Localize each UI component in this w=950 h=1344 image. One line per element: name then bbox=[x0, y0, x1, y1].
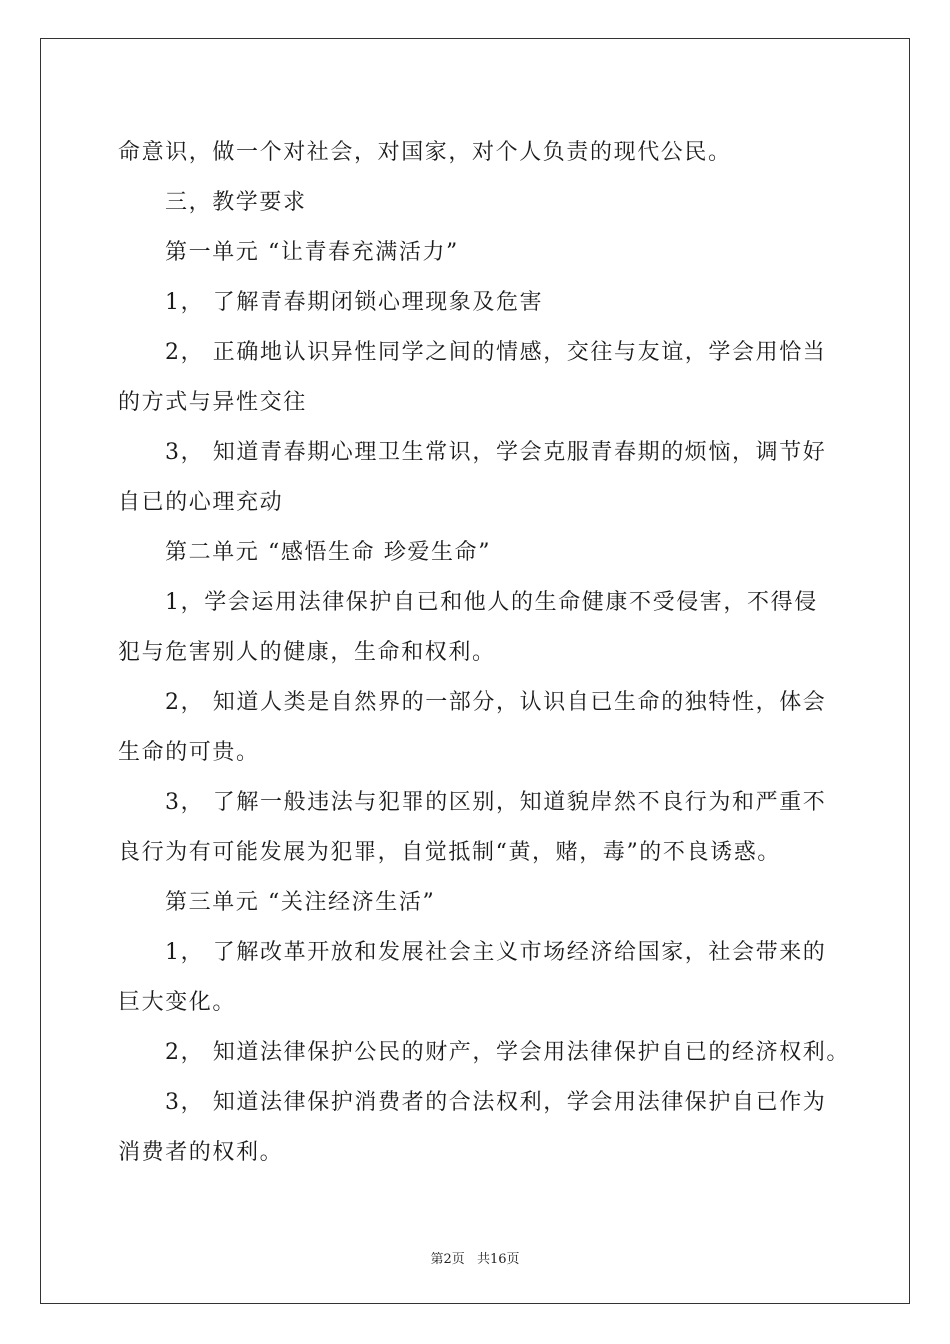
document-body bbox=[118, 128, 850, 1178]
text-line: 2， 知道人类是自然界的一部分，认识自已生命的独特性，体会 bbox=[165, 690, 827, 715]
text-line: 命意识，做一个对社会，对国家，对个人负责的现代公民。 bbox=[118, 140, 732, 165]
text-line: 巨大变化。 bbox=[118, 990, 237, 1015]
text-line: 1， 了解青春期闭锁心理现象及危害 bbox=[165, 290, 544, 315]
text-line: 3， 知道法律保护消费者的合法权利，学会用法律保护自已作为 bbox=[165, 1090, 827, 1115]
section-heading: 三，教学要求 bbox=[165, 190, 307, 215]
unit-heading: 第二单元 “感悟生命 珍爱生命” bbox=[165, 540, 492, 565]
text-line: 生命的可贵。 bbox=[118, 740, 260, 765]
text-line: 3， 了解一般违法与犯罪的区别，知道貌岸然不良行为和严重不 bbox=[165, 790, 827, 815]
text-line: 自已的心理充动 bbox=[118, 490, 284, 515]
text-line: 犯与危害别人的健康，生命和权利。 bbox=[118, 640, 496, 665]
page-number: 第2页 bbox=[430, 1252, 465, 1267]
text-line: 3， 知道青春期心理卫生常识，学会克服青春期的烦恼，调节好 bbox=[165, 440, 827, 465]
page-total: 共16页 bbox=[476, 1252, 520, 1267]
text-line: 2， 知道法律保护公民的财产，学会用法律保护自已的经济权利。 bbox=[165, 1040, 850, 1065]
unit-heading: 第三单元 “关注经济生活” bbox=[165, 890, 436, 915]
text-line: 消费者的权利。 bbox=[118, 1140, 284, 1165]
page-footer bbox=[0, 1248, 950, 1267]
text-line: 良行为有可能发展为犯罪，自觉抵制“黄，赌，毒”的不良诱惑。 bbox=[118, 840, 781, 865]
text-line: 2， 正确地认识异性同学之间的情感，交往与友谊，学会用恰当 bbox=[165, 340, 827, 365]
text-line: 1， 了解改革开放和发展社会主义市场经济给国家，社会带来的 bbox=[165, 940, 827, 965]
text-line: 1，学会运用法律保护自已和他人的生命健康不受侵害，不得侵 bbox=[165, 590, 818, 615]
text-line: 的方式与异性交往 bbox=[118, 390, 307, 415]
unit-heading: 第一单元 “让青春充满活力” bbox=[165, 240, 459, 265]
